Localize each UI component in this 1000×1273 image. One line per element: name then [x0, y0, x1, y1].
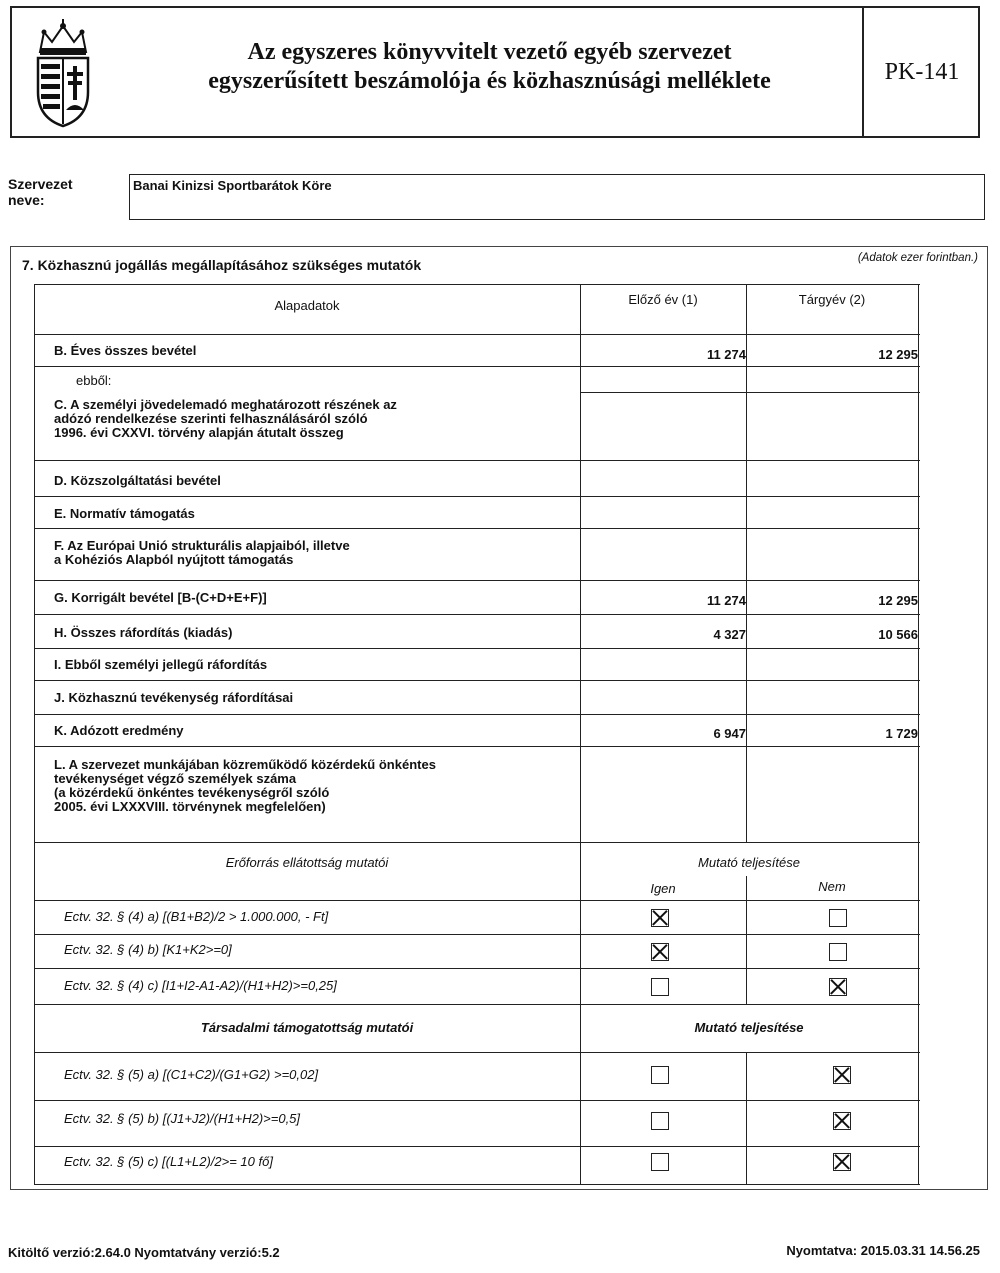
- resource-indicators-title: Erőforrás ellátottság mutatói: [225, 855, 389, 870]
- row-c-line1: C. A személyi jövedelemadó meghatározott részének az: [54, 397, 397, 412]
- row-c-line3: 1996. évi CXXVI. törvény alapján átutalt összeg: [54, 425, 344, 440]
- row-j-label: J. Közhasznú tevékenység ráfordításai: [54, 690, 294, 705]
- table-rule: [34, 680, 920, 681]
- social-indicator-a-no-checkbox[interactable]: [833, 1066, 851, 1084]
- table-rule: [34, 284, 35, 842]
- header-base-data: Alapadatok: [274, 298, 340, 313]
- table-rule: [746, 284, 747, 842]
- social-indicator-c-label: Ectv. 32. § (5) c) [(L1+L2)/2>= 10 fő]: [64, 1154, 273, 1169]
- social-indicator-b-yes-checkbox[interactable]: [651, 1112, 669, 1130]
- form-title: [122, 38, 857, 96]
- row-b-current-value[interactable]: 12 295: [878, 347, 918, 362]
- table-rule: [34, 968, 920, 969]
- table-rule: [34, 934, 920, 935]
- table-rule: [34, 580, 920, 581]
- social-indicator-a-yes-checkbox[interactable]: [651, 1066, 669, 1084]
- table-rule: [34, 366, 920, 367]
- row-l-line3: (a közérdekű önkéntes tevékenységről szóló: [54, 785, 330, 800]
- row-c-label: [54, 398, 397, 440]
- table-rule: [34, 1052, 920, 1053]
- row-l-label: [54, 758, 436, 814]
- table-rule: [918, 284, 919, 842]
- table-rule: [34, 900, 920, 901]
- row-k-current-value[interactable]: 1 729: [885, 726, 918, 741]
- row-h-prev-value[interactable]: 4 327: [713, 627, 746, 642]
- resource-indicator-a-label: Ectv. 32. § (4) a) [(B1+B2)/2 > 1.000.000, - Ft]: [64, 909, 329, 924]
- form-title-line1: Az egyszeres könyvvitelt vezető egyéb szervezet: [247, 39, 732, 65]
- form-code: PK-141: [884, 58, 960, 85]
- resource-indicator-c-label: Ectv. 32. § (4) c) [I1+I2-A1-A2)/(H1+H2)>=0,25]: [64, 978, 337, 993]
- social-indicator-b-no-checkbox[interactable]: [833, 1112, 851, 1130]
- table-rule: [34, 1184, 920, 1185]
- org-name-label-line1: Szervezet: [8, 176, 73, 192]
- table-rule: [34, 714, 920, 715]
- table-rule: [34, 284, 920, 285]
- table-rule: [34, 648, 920, 649]
- header-current-year: Tárgyév (2): [798, 292, 866, 307]
- table-rule: [580, 392, 920, 393]
- table-rule: [34, 460, 920, 461]
- table-rule: [746, 876, 747, 1004]
- table-rule: [34, 746, 920, 747]
- hungarian-coat-of-arms-icon: [30, 18, 96, 128]
- row-f-line2: a Kohéziós Alapból nyújtott támogatás: [54, 552, 294, 567]
- table-rule: [34, 1100, 920, 1101]
- table-rule: [746, 1052, 747, 1184]
- resource-indicator-a-yes-checkbox[interactable]: [651, 909, 669, 927]
- header-prev-year: Előző év (1): [628, 292, 698, 307]
- social-indicator-c-no-checkbox[interactable]: [833, 1153, 851, 1171]
- section-title: 7. Közhasznú jogállás megállapításához szükséges mutatók: [22, 257, 422, 273]
- table-rule: [34, 1146, 920, 1147]
- social-fulfilment-header: Mutató teljesítése: [694, 1020, 804, 1035]
- table-rule: [34, 614, 920, 615]
- table-rule: [34, 528, 920, 529]
- row-l-line1: L. A szervezet munkájában közreműködő közérdekű önkéntes: [54, 757, 436, 772]
- table-rule: [34, 842, 920, 843]
- row-k-prev-value[interactable]: 6 947: [713, 726, 746, 741]
- row-f-label: [54, 539, 350, 567]
- units-note: (Adatok ezer forintban.): [857, 252, 978, 264]
- row-g-prev-value[interactable]: 11 274: [706, 593, 746, 608]
- row-g-label: G. Korrigált bevétel [B-(C+D+E+F)]: [54, 590, 267, 605]
- table-rule: [34, 496, 920, 497]
- org-name-field[interactable]: [129, 174, 985, 220]
- social-indicators-title: Társadalmi támogatottság mutatói: [200, 1020, 414, 1035]
- social-indicator-c-yes-checkbox[interactable]: [651, 1153, 669, 1171]
- resource-indicator-b-yes-checkbox[interactable]: [651, 943, 669, 961]
- software-version: Kitöltő verzió:2.64.0 Nyomtatvány verzió:5.2: [8, 1245, 280, 1260]
- resource-indicator-b-no-checkbox[interactable]: [829, 943, 847, 961]
- row-h-label: H. Összes ráfordítás (kiadás): [54, 625, 233, 640]
- org-name-label: [8, 176, 118, 208]
- no-column-header: Nem: [818, 879, 846, 894]
- print-timestamp: Nyomtatva: 2015.03.31 14.56.25: [786, 1243, 980, 1258]
- row-k-label: K. Adózott eredmény: [54, 723, 184, 738]
- table-rule: [34, 334, 920, 335]
- resource-indicator-c-yes-checkbox[interactable]: [651, 978, 669, 996]
- row-f-line1: F. Az Európai Unió strukturális alapjaiból, illetve: [54, 538, 350, 553]
- row-e-label: E. Normatív támogatás: [54, 506, 195, 521]
- form-header: [10, 6, 980, 138]
- row-l-line2: tevékenységet végző személyek száma: [54, 771, 297, 786]
- yes-column-header: Igen: [650, 881, 676, 896]
- table-rule: [918, 842, 919, 1184]
- resource-fulfilment-header: Mutató teljesítése: [698, 855, 800, 870]
- row-g-current-value[interactable]: 12 295: [878, 593, 918, 608]
- row-i-label: I. Ebből személyi jellegű ráfordítás: [54, 657, 268, 672]
- org-name-label-line2: neve:: [8, 192, 45, 208]
- row-c-line2: adózó rendelkezése szerinti felhasználásáról szóló: [54, 411, 368, 426]
- section-frame: [10, 246, 988, 1190]
- org-name-value: Banai Kinizsi Sportbarátok Köre: [133, 178, 332, 193]
- table-rule: [34, 842, 35, 1184]
- social-indicator-a-label: Ectv. 32. § (5) a) [(C1+C2)/(G1+G2) >=0,02]: [64, 1067, 319, 1082]
- form-title-line2: egyszerűsített beszámolója és közhasznúsági melléklete: [208, 68, 771, 94]
- row-b-label: B. Éves összes bevétel: [54, 343, 197, 358]
- resource-indicator-c-no-checkbox[interactable]: [829, 978, 847, 996]
- row-l-line4: 2005. évi LXXXVIII. törvénynek megfelelően): [54, 799, 326, 814]
- row-b-prev-value[interactable]: 11 274: [706, 347, 746, 362]
- row-d-label: D. Közszolgáltatási bevétel: [54, 473, 221, 488]
- row-h-current-value[interactable]: 10 566: [878, 627, 918, 642]
- resource-indicator-b-label: Ectv. 32. § (4) b) [K1+K2>=0]: [64, 942, 232, 957]
- resource-indicator-a-no-checkbox[interactable]: [829, 909, 847, 927]
- table-rule: [34, 1004, 920, 1005]
- social-indicator-b-label: Ectv. 32. § (5) b) [(J1+J2)/(H1+H2)>=0,5]: [64, 1111, 301, 1126]
- table-rule: [580, 284, 581, 842]
- of-which-label: ebből:: [76, 373, 112, 388]
